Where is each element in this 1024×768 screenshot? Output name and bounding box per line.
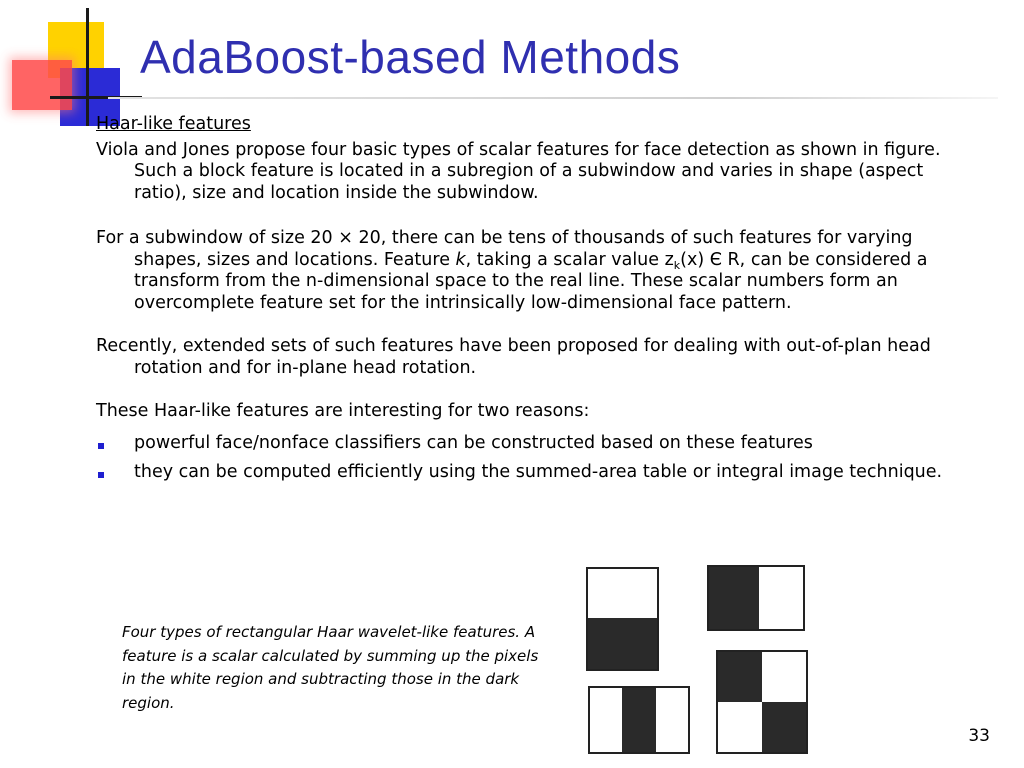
haar-feature-two-rect-vertical (586, 567, 659, 671)
section-heading: Haar-like features (96, 114, 251, 134)
bullet-text: powerful face/nonface classifiers can be constructed based on these features (134, 432, 813, 453)
haar-feature-two-rect-horizontal (707, 565, 805, 631)
logo-red-square (12, 60, 72, 110)
list-item (96, 462, 966, 484)
reasons-list (96, 433, 966, 484)
corner-logo (0, 0, 140, 130)
bullet-square-icon (98, 443, 104, 449)
haar-feature-three-rect (588, 686, 690, 754)
dark-region (762, 702, 806, 752)
bullet-square-icon (98, 472, 104, 478)
paragraph-reasons-intro: These Haar-like features are interesting for two reasons: (96, 401, 590, 421)
paragraph-subwindow-text-a: For a subwindow of size 20 × 20, there can be tens of thousands of such features for varying shapes, sizes and locations. Feature (96, 228, 913, 270)
paragraph-subwindow-text-b: , taking a scalar value z (465, 249, 674, 270)
figure-caption: Four types of rectangular Haar wavelet-like features. A feature is a scalar calculated by summing up the pixels in the white region and subtracting those in the dark region. (122, 623, 539, 712)
dark-region (622, 688, 656, 752)
title-divider (108, 97, 998, 99)
logo-vertical-line (86, 8, 89, 126)
paragraph-extended-sets: Recently, extended sets of such features have been proposed for dealing with out-of-plan head rotation and for in-plane head rotation. (96, 336, 931, 378)
haar-feature-four-rect (716, 650, 808, 754)
slide-title: AdaBoost-based Methods (140, 31, 681, 83)
slide-body (96, 114, 966, 492)
dark-region (718, 652, 762, 702)
list-item (96, 433, 966, 455)
feature-k-italic: k (455, 249, 466, 270)
paragraph-viola-jones: Viola and Jones propose four basic types of scalar features for face detection as shown in figure. Such a block feature is located in a subregion of a subwindow and varies in shape (aspect ratio), size and location inside the subwindow. (96, 139, 941, 203)
page-number: 33 (968, 726, 990, 746)
dark-region (588, 618, 657, 669)
paragraph-subwindow-text-c: (x) Є R, can be considered a transform from the n-dimensional space to the real line. These scalar numbers form an overcomplete feature set for the intrinsically low-dimensional face pattern. (134, 249, 928, 313)
dark-region (709, 567, 759, 629)
bullet-text: they can be computed efficiently using the summed-area table or integral image technique. (134, 462, 943, 482)
paragraph-subwindow (96, 228, 966, 314)
subscript-k: k (673, 258, 681, 272)
